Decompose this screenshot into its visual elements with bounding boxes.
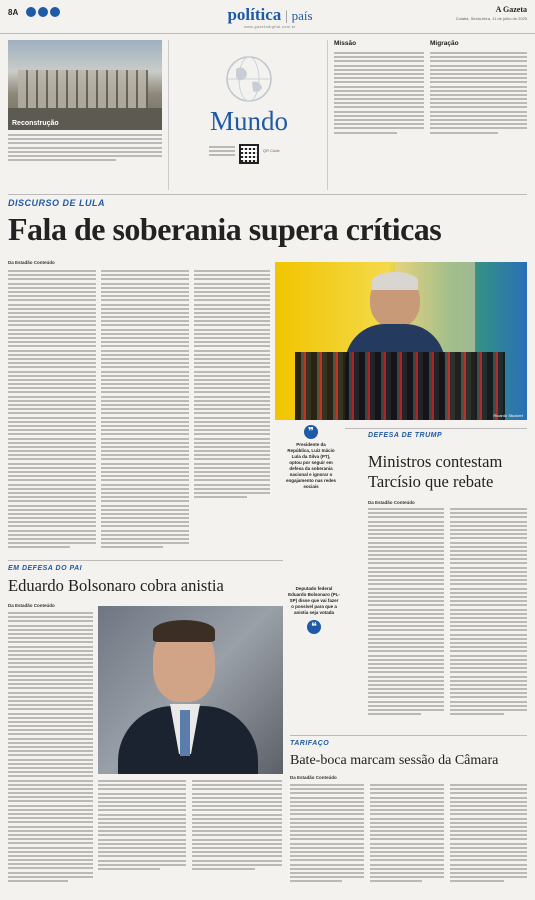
ministros-kicker: DEFESA DE TRUMP <box>368 432 443 439</box>
eduardo-col-2 <box>98 780 186 872</box>
section-main: política <box>227 5 282 24</box>
tarifaco-col-1 <box>290 784 364 885</box>
eduardo-quote-text: Deputado federal Eduardo Bolsonaro (PL-SP) disse que vai fazer o possível para que a anistia seja votada <box>288 586 340 615</box>
ministros-byline: Da Estadão Conteúdo <box>368 500 415 505</box>
mundo-label: Mundo <box>209 106 288 136</box>
mundo-note <box>209 146 235 159</box>
divider <box>8 194 527 195</box>
lula-quote-text: Presidente da República, Luiz Inácio Lula da Silva (PT), optou por seguir em defesa da soberania nacional e ignorar o engajamento nas redes sociais <box>285 442 337 489</box>
edition-date: Cuiabá, Sexta-feira, 11 de julho de 2025 <box>455 16 527 21</box>
migracao-title: Migração <box>430 40 459 47</box>
eduardo-quote <box>288 586 340 634</box>
section-sub: país <box>291 8 313 23</box>
lula-col-1 <box>8 270 96 551</box>
lula-headline: Fala de soberania supera críticas <box>8 211 442 247</box>
ministros-headline: Ministros contestam Tarcísio que rebate <box>368 452 503 491</box>
quote-icon: ❝ <box>307 620 321 634</box>
eduardo-col-3 <box>192 780 282 872</box>
missoes-col <box>334 40 424 136</box>
eduardo-kicker: EM DEFESA DO PAI <box>8 565 83 572</box>
tarifaco-col-2 <box>370 784 444 885</box>
newspaper-name: A Gazeta <box>495 5 527 14</box>
missoes-title: Missão <box>334 40 357 47</box>
ministros-col-1 <box>368 508 444 717</box>
tarifaco-headline: Bate-boca marcam sessão da Câmara <box>290 753 499 768</box>
lula-byline: Da Estadão Conteúdo <box>8 260 55 265</box>
ministros-rule <box>345 428 527 429</box>
eduardo-col-1 <box>8 612 93 884</box>
lula-quote <box>285 425 337 490</box>
eduardo-byline: Da Estadão Conteúdo <box>8 603 55 608</box>
tarifaco-kicker: TARIFAÇO <box>290 740 330 747</box>
migracao-col <box>430 40 527 136</box>
qr-label: QR Code <box>263 148 280 153</box>
top-left-text <box>8 134 162 163</box>
tarifaco-col-3 <box>450 784 527 885</box>
brand-dots <box>26 7 60 17</box>
ministros-col-2 <box>450 508 527 717</box>
mundo-box <box>168 40 328 190</box>
eduardo-rule <box>8 560 283 561</box>
globe-icon <box>224 54 274 104</box>
eduardo-headline: Eduardo Bolsonaro cobra anistia <box>8 576 224 595</box>
lula-kicker: DISCURSO DE LULA <box>8 198 106 208</box>
tarifaco-rule <box>290 735 527 736</box>
photo-credit: Ricardo Stuckert <box>493 413 523 418</box>
qr-code-icon <box>239 144 259 164</box>
tagline: www.gazetadigital.com.br <box>244 25 296 29</box>
lula-col-2 <box>101 270 189 551</box>
quote-icon: ❞ <box>304 425 318 439</box>
masthead <box>0 0 535 34</box>
lula-photo <box>275 262 527 420</box>
eduardo-photo <box>98 606 283 774</box>
photo-caption: Reconstrução <box>12 120 59 127</box>
top-photo <box>8 40 162 130</box>
page-number: 8A <box>8 8 19 17</box>
lula-col-3 <box>194 270 270 500</box>
tarifaco-byline: Da Estadão Conteúdo <box>290 775 337 780</box>
section-title: política | país <box>227 5 313 24</box>
